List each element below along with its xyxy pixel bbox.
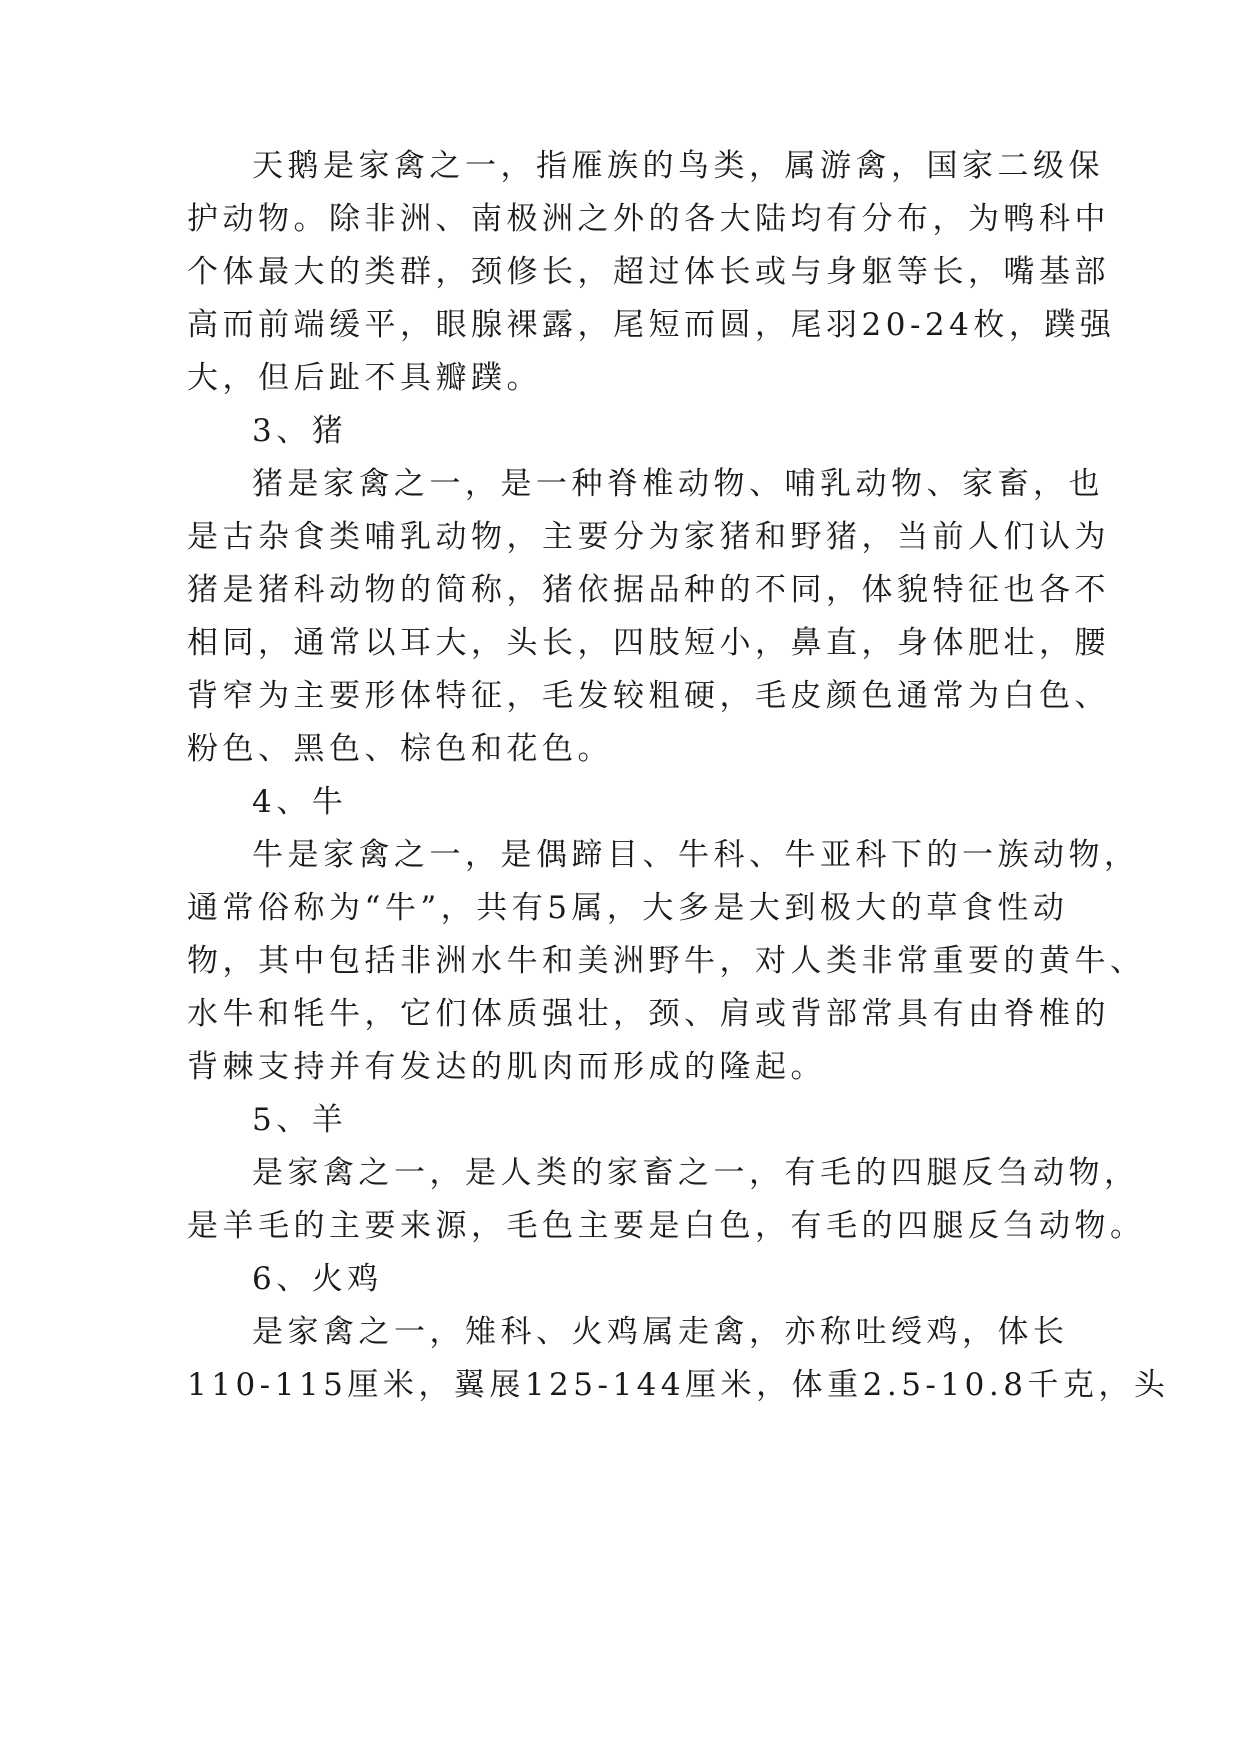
paragraph-line: 110-115厘米，翼展125-144厘米，体重2.5-10.8千克，头	[187, 1367, 1170, 1403]
paragraph-line: 背棘支持并有发达的肌肉而形成的隆起。	[187, 1049, 826, 1085]
paragraph-line: 水牛和牦牛，它们体质强壮，颈、肩或背部常具有由脊椎的	[187, 996, 1110, 1032]
paragraph-line: 是家禽之一，雉科、火鸡属走禽，亦称吐绶鸡，体长	[252, 1314, 1069, 1350]
paragraph-line: 物，其中包括非洲水牛和美洲野牛，对人类非常重要的黄牛、	[187, 943, 1146, 979]
section-heading: 6、火鸡	[252, 1261, 383, 1297]
section-heading: 4、牛	[252, 784, 348, 820]
paragraph-line: 粉色、黑色、棕色和花色。	[187, 731, 613, 767]
paragraph-line: 牛是家禽之一，是偶蹄目、牛科、牛亚科下的一族动物，	[252, 837, 1140, 873]
paragraph-line: 猪是猪科动物的简称，猪依据品种的不同，体貌特征也各不	[187, 572, 1110, 608]
paragraph-line: 通常俗称为“牛”，共有5属，大多是大到极大的草食性动	[187, 890, 1069, 926]
paragraph-line: 是家禽之一，是人类的家畜之一，有毛的四腿反刍动物，	[252, 1155, 1140, 1191]
section-heading: 3、猪	[252, 413, 348, 449]
paragraph-line: 个体最大的类群，颈修长，超过体长或与身躯等长，嘴基部	[187, 254, 1110, 290]
paragraph-line: 护动物。除非洲、南极洲之外的各大陆均有分布，为鸭科中	[187, 201, 1110, 237]
paragraph-line: 相同，通常以耳大，头长，四肢短小，鼻直，身体肥壮，腰	[187, 625, 1110, 661]
paragraph-line: 是古杂食类哺乳动物，主要分为家猪和野猪，当前人们认为	[187, 519, 1110, 555]
paragraph-line: 大，但后趾不具瓣蹼。	[187, 360, 542, 396]
paragraph-line: 背窄为主要形体特征，毛发较粗硬，毛皮颜色通常为白色、	[187, 678, 1110, 714]
paragraph-line: 猪是家禽之一，是一种脊椎动物、哺乳动物、家畜，也	[252, 466, 1104, 502]
paragraph-line: 天鹅是家禽之一，指雁族的鸟类，属游禽，国家二级保	[252, 148, 1104, 184]
paragraph-line: 高而前端缓平，眼腺裸露，尾短而圆，尾羽20-24枚，蹼强	[187, 307, 1116, 343]
paragraph-line: 是羊毛的主要来源，毛色主要是白色，有毛的四腿反刍动物。	[187, 1208, 1146, 1244]
section-heading: 5、羊	[252, 1102, 348, 1138]
